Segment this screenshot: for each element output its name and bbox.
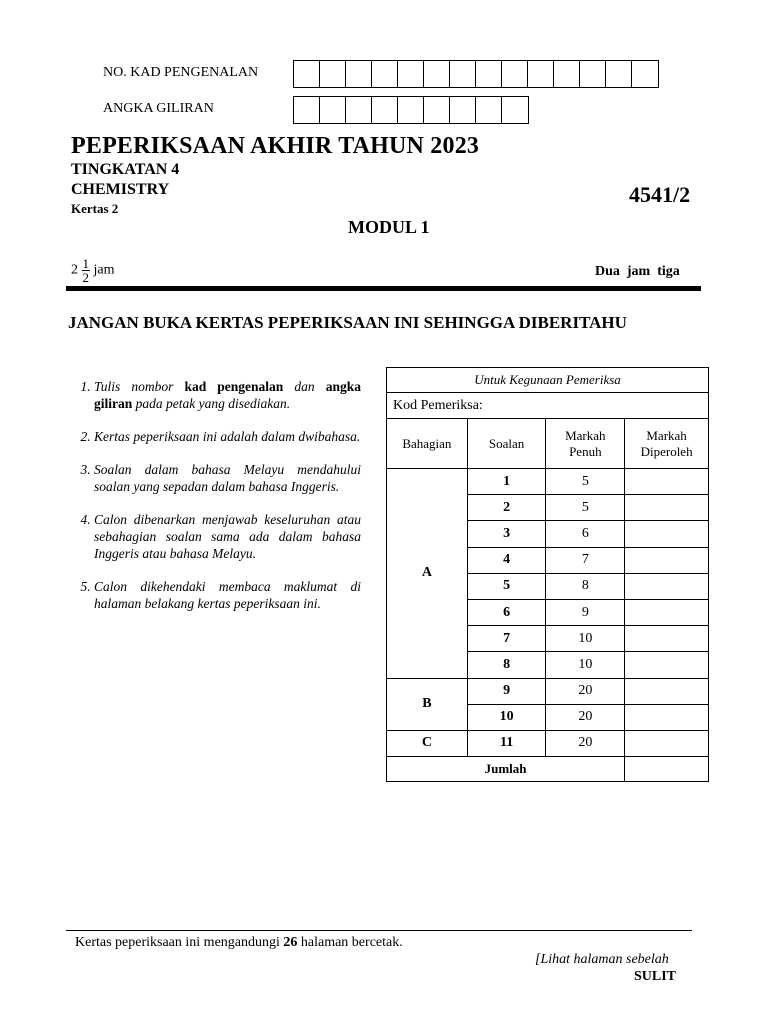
ic-digit-box[interactable] xyxy=(424,61,450,87)
full-marks: 7 xyxy=(546,547,625,573)
paper-label: Kertas 2 xyxy=(71,201,119,216)
paper-code: 4541/2 xyxy=(629,182,691,207)
ic-digit-box[interactable] xyxy=(606,61,632,87)
question-number: 4 xyxy=(467,547,546,573)
caption-row xyxy=(387,368,709,393)
ic-digit-box[interactable] xyxy=(346,61,372,87)
classification-label: SULIT xyxy=(634,969,677,984)
index-digit-box[interactable] xyxy=(502,97,528,123)
examiner-table xyxy=(386,367,709,782)
marks-obtained-cell[interactable] xyxy=(625,652,709,678)
marks-obtained-cell[interactable] xyxy=(625,521,709,547)
marks-obtained-cell[interactable] xyxy=(625,704,709,730)
ic-digit-box[interactable] xyxy=(320,61,346,87)
instruction-text: Calon dikehendaki membaca maklumat di halaman belakang kertas peperiksaan ini. xyxy=(94,579,361,611)
instruction-emphasis: kad pengenalan xyxy=(184,379,284,394)
ic-digit-box[interactable] xyxy=(528,61,554,87)
index-digit-box[interactable] xyxy=(398,97,424,123)
examiner-code-field[interactable]: Kod Pemeriksa: xyxy=(387,393,709,419)
instruction-text: Calon dibenarkan menjawab keseluruhan atau sebahagian soalan sama ada dalam bahasa Inggeris atau bahasa Melayu. xyxy=(94,512,361,561)
ic-label: NO. KAD PENGENALAN xyxy=(103,65,259,80)
total-row xyxy=(387,757,709,782)
marks-obtained-cell[interactable] xyxy=(625,469,709,495)
full-marks: 10 xyxy=(546,626,625,652)
question-number: 8 xyxy=(467,652,546,678)
full-marks: 10 xyxy=(546,652,625,678)
page-count-suffix: halaman bercetak. xyxy=(297,935,403,950)
footer-rule xyxy=(66,930,692,931)
section-label: A xyxy=(387,469,468,679)
ic-digit-box[interactable] xyxy=(398,61,424,87)
duration-numerator: 1 xyxy=(82,257,89,271)
full-marks: 5 xyxy=(546,469,625,495)
ic-digit-box[interactable] xyxy=(632,61,658,87)
question-number: 2 xyxy=(467,495,546,521)
question-number: 5 xyxy=(467,573,546,599)
full-marks: 20 xyxy=(546,678,625,704)
header-row xyxy=(387,419,709,469)
full-marks: 8 xyxy=(546,573,625,599)
question-number: 1 xyxy=(467,469,546,495)
marks-obtained-cell[interactable] xyxy=(625,678,709,704)
index-digit-box[interactable] xyxy=(294,97,320,123)
index-number-boxes[interactable] xyxy=(293,96,529,124)
index-digit-box[interactable] xyxy=(476,97,502,123)
examiner-code-row xyxy=(387,393,709,419)
subject: CHEMISTRY xyxy=(71,181,170,198)
total-marks-cell[interactable] xyxy=(625,757,709,782)
instruction-item xyxy=(94,511,361,562)
index-label: ANGKA GILIRAN xyxy=(103,101,214,116)
question-row xyxy=(387,730,709,756)
column-header: Soalan xyxy=(467,419,546,469)
question-row xyxy=(387,678,709,704)
instruction-emphasis: angka giliran xyxy=(94,379,361,411)
ic-digit-box[interactable] xyxy=(502,61,528,87)
section-label: B xyxy=(387,678,468,730)
instruction-item xyxy=(94,578,361,612)
instruction-text: Tulis nombor xyxy=(94,379,185,394)
ic-digit-box[interactable] xyxy=(372,61,398,87)
question-number: 3 xyxy=(467,521,546,547)
full-marks: 20 xyxy=(546,730,625,756)
instruction-item xyxy=(94,461,361,495)
exam-title: PEPERIKSAAN AKHIR TAHUN 2023 xyxy=(71,133,480,159)
column-header: Markah Penuh xyxy=(546,419,625,469)
ic-digit-box[interactable] xyxy=(476,61,502,87)
duration-whole: 2 xyxy=(71,262,78,278)
index-digit-box[interactable] xyxy=(424,97,450,123)
question-number: 6 xyxy=(467,599,546,625)
ic-digit-box[interactable] xyxy=(294,61,320,87)
index-digit-box[interactable] xyxy=(450,97,476,123)
form-level: TINGKATAN 4 xyxy=(71,161,180,178)
question-number: 11 xyxy=(467,730,546,756)
instruction-text: pada petak yang disediakan. xyxy=(132,396,291,411)
duration-fraction xyxy=(82,257,91,284)
instruction-text: dan xyxy=(283,379,326,394)
index-digit-box[interactable] xyxy=(346,97,372,123)
index-digit-box[interactable] xyxy=(320,97,346,123)
duration-unit: jam xyxy=(93,262,115,278)
page-count-number: 26 xyxy=(283,935,298,950)
section-label: C xyxy=(387,730,468,756)
full-marks: 5 xyxy=(546,495,625,521)
question-number: 9 xyxy=(467,678,546,704)
full-marks: 9 xyxy=(546,599,625,625)
column-header: Bahagian xyxy=(387,419,468,469)
full-marks: 20 xyxy=(546,704,625,730)
instruction-text: Soalan dalam bahasa Melayu mendahului soalan yang sepadan dalam bahasa Inggeris. xyxy=(94,462,361,494)
total-label: Jumlah xyxy=(387,757,625,782)
marks-obtained-cell[interactable] xyxy=(625,573,709,599)
question-row xyxy=(387,469,709,495)
ic-digit-box[interactable] xyxy=(450,61,476,87)
module-label: MODUL 1 xyxy=(348,217,430,237)
duration-words: Dua jam tiga xyxy=(595,264,680,279)
marks-obtained-cell[interactable] xyxy=(625,730,709,756)
marks-obtained-cell[interactable] xyxy=(625,599,709,625)
column-header: Markah Diperoleh xyxy=(625,419,709,469)
turn-over-note: [Lihat halaman sebelah xyxy=(535,952,669,967)
ic-number-boxes[interactable] xyxy=(293,60,659,88)
header-rule xyxy=(66,286,701,291)
instruction-item xyxy=(94,428,361,445)
question-number: 7 xyxy=(467,626,546,652)
duration xyxy=(71,257,115,287)
full-marks: 6 xyxy=(546,521,625,547)
question-number: 10 xyxy=(467,704,546,730)
duration-denominator: 2 xyxy=(82,270,89,285)
index-digit-box[interactable] xyxy=(372,97,398,123)
warning-text: JANGAN BUKA KERTAS PEPERIKSAAN INI SEHINGGA DIBERITAHU xyxy=(68,313,627,332)
instruction-text: Kertas peperiksaan ini adalah dalam dwibahasa. xyxy=(94,429,361,444)
ic-digit-box[interactable] xyxy=(554,61,580,87)
instruction-item xyxy=(94,378,361,412)
ic-digit-box[interactable] xyxy=(580,61,606,87)
page-count-prefix: Kertas peperiksaan ini mengandungi xyxy=(75,935,284,950)
marks-obtained-cell[interactable] xyxy=(625,495,709,521)
marks-obtained-cell[interactable] xyxy=(625,547,709,573)
page-count-note xyxy=(75,935,403,951)
instructions-list xyxy=(56,378,361,628)
table-caption: Untuk Kegunaan Pemeriksa xyxy=(387,368,709,393)
marks-obtained-cell[interactable] xyxy=(625,626,709,652)
